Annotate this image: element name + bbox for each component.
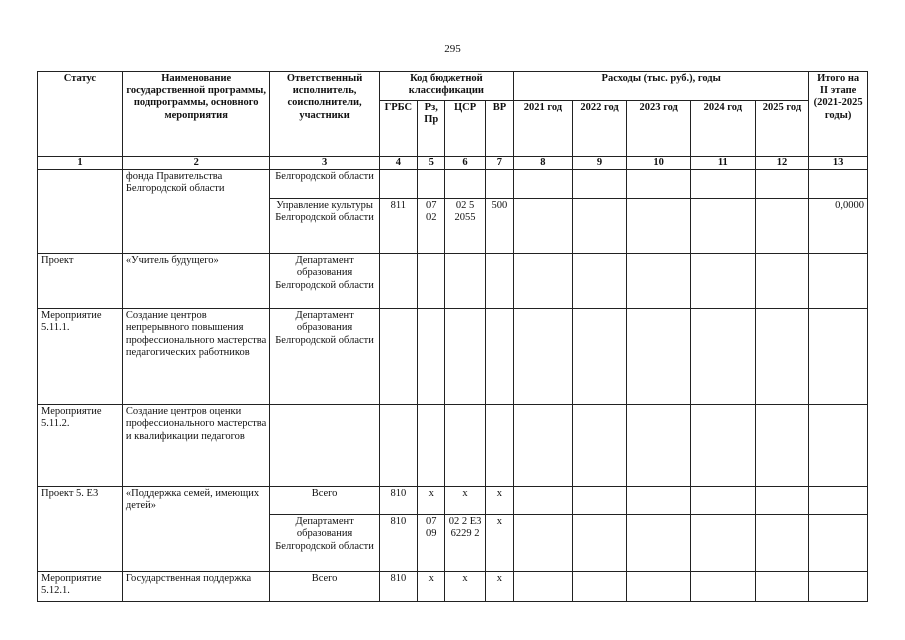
header-expenses: Расходы (тыс. руб.), годы [514, 72, 809, 101]
col-num: 12 [755, 157, 809, 170]
header-2021: 2021 год [514, 101, 573, 157]
col-num: 11 [690, 157, 755, 170]
total-cell: 0,0000 [809, 199, 868, 254]
col-num: 5 [418, 157, 445, 170]
col-num: 8 [514, 157, 573, 170]
header-responsible: Ответственный исполнитель, соисполнители, участники [270, 72, 379, 157]
vr-cell: 500 [485, 199, 513, 254]
page-number: 295 [444, 43, 461, 55]
responsible-cell: Департамент образования Белгородской области [270, 515, 379, 572]
grbs-cell: 810 [379, 572, 417, 602]
table-row [38, 170, 868, 199]
rzpr-cell: х [418, 572, 445, 602]
grbs-cell: 811 [379, 199, 417, 254]
name-cell: «Учитель будущего» [122, 254, 270, 309]
responsible-cell: Всего [270, 572, 379, 602]
status-cell: Мероприятие 5.11.1. [38, 309, 123, 405]
budget-table [37, 71, 868, 602]
column-number-row [38, 157, 868, 170]
table-row [38, 309, 868, 405]
header-status: Статус [38, 72, 123, 157]
header-total: Итого на II этапе (2021-2025 годы) [809, 72, 868, 157]
csr-cell: х [445, 572, 485, 602]
vr-cell: х [485, 487, 513, 515]
status-cell: Проект 5. Е3 [38, 487, 123, 572]
col-num: 1 [38, 157, 123, 170]
responsible-cell: Департамент образования Белгородской области [270, 309, 379, 405]
col-num: 13 [809, 157, 868, 170]
table-row [38, 572, 868, 602]
header-vr: ВР [485, 101, 513, 157]
header-name: Наименование государственной программы, подпрограммы, основного мероприятия [122, 72, 270, 157]
name-cell: Государственная поддержка [122, 572, 270, 602]
header-grbs: ГРБС [379, 101, 417, 157]
col-num: 3 [270, 157, 379, 170]
col-num: 7 [485, 157, 513, 170]
csr-cell: х [445, 487, 485, 515]
status-cell [38, 170, 123, 254]
vr-cell: х [485, 515, 513, 572]
responsible-cell: Белгородской области [270, 170, 379, 199]
vr-cell: х [485, 572, 513, 602]
responsible-cell: Управление культуры Белгородской области [270, 199, 379, 254]
header-2025: 2025 год [755, 101, 809, 157]
col-num: 9 [572, 157, 627, 170]
table-row [38, 254, 868, 309]
table-row [38, 487, 868, 515]
grbs-cell: 810 [379, 515, 417, 572]
status-cell: Мероприятие 5.11.2. [38, 405, 123, 487]
responsible-cell: Всего [270, 487, 379, 515]
name-cell: Создание центров непрерывного повышения профессионального мастерства педагогических работников [122, 309, 270, 405]
header-budget-code: Код бюджетной классификации [379, 72, 513, 101]
header-2024: 2024 год [690, 101, 755, 157]
col-num: 10 [627, 157, 691, 170]
status-cell: Проект [38, 254, 123, 309]
header-2022: 2022 год [572, 101, 627, 157]
rzpr-cell: 07 09 [418, 515, 445, 572]
name-cell: «Поддержка семей, имеющих детей» [122, 487, 270, 572]
grbs-cell: 810 [379, 487, 417, 515]
rzpr-cell: х [418, 487, 445, 515]
rzpr-cell: 07 02 [418, 199, 445, 254]
col-num: 6 [445, 157, 485, 170]
csr-cell: 02 5 2055 [445, 199, 485, 254]
col-num: 2 [122, 157, 270, 170]
header-csr: ЦСР [445, 101, 485, 157]
name-cell: Создание центров оценки профессионального мастерства и квалификации педагогов [122, 405, 270, 487]
name-cell: фонда Правительства Белгородской области [122, 170, 270, 254]
status-cell: Мероприятие 5.12.1. [38, 572, 123, 602]
col-num: 4 [379, 157, 417, 170]
responsible-cell: Департамент образования Белгородской области [270, 254, 379, 309]
csr-cell: 02 2 Е3 6229 2 [445, 515, 485, 572]
header-rzpr: Рз, Пр [418, 101, 445, 157]
header-2023: 2023 год [627, 101, 691, 157]
table-row [38, 405, 868, 487]
